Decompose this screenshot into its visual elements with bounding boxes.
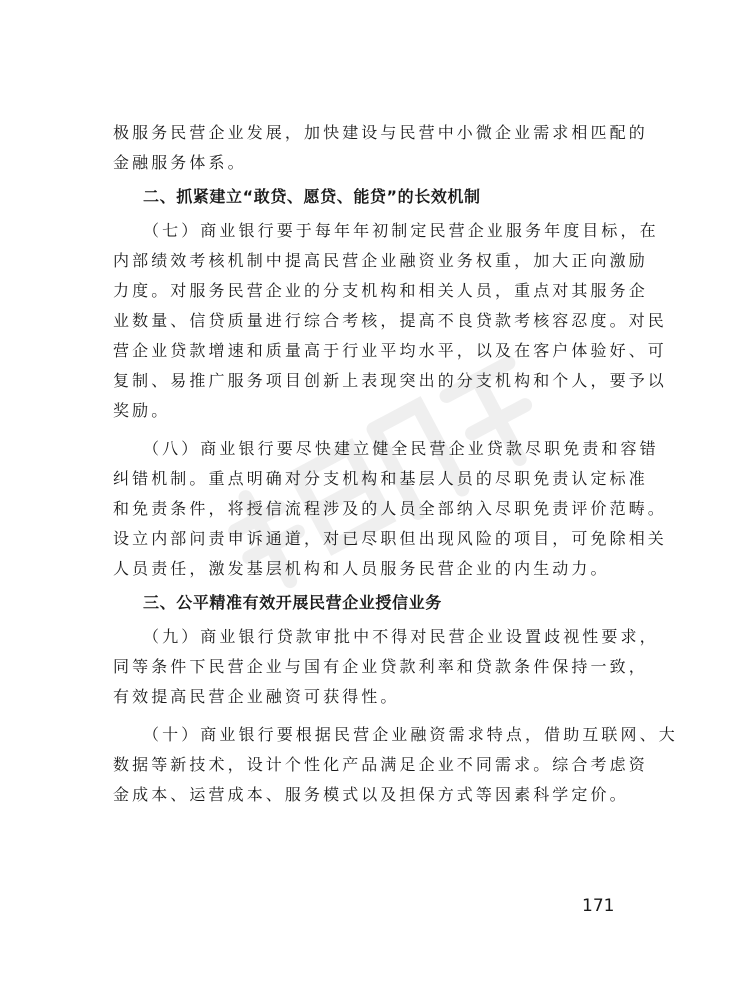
text-line: 营企业贷款增速和质量高于行业平均水平，以及在客户体验好、可 bbox=[113, 341, 667, 360]
text-line: 业数量、信贷质量进行综合考核，提高不良贷款考核容忍度。对民 bbox=[113, 311, 667, 330]
text-line: 有效提高民营企业融资可获得性。 bbox=[113, 687, 400, 706]
text-line: 复制、易推广服务项目创新上表现突出的分支机构和个人，要予以 bbox=[113, 371, 667, 390]
body-text bbox=[113, 118, 678, 810]
paragraph bbox=[113, 622, 659, 712]
text-line: 和免责条件，将授信流程涉及的人员全部纳入尽职免责评价范畴。 bbox=[113, 499, 667, 518]
section-heading: 二、抓紧建立“敢贷、愿贷、能贷”的长效机制 bbox=[143, 187, 481, 206]
paragraph-gap bbox=[113, 426, 621, 434]
text-line: （九）商业银行贷款审批中不得对民营企业设置歧视性要求， bbox=[143, 627, 659, 646]
text-line: （十）商业银行要根据民营企业融资需求特点，借助互联网、大 bbox=[143, 725, 678, 744]
text-line: 金成本、运营成本、服务模式以及担保方式等因素科学定价。 bbox=[113, 785, 629, 804]
text-line: 内部绩效考核机制中提高民营企业融资业务权重，加大正向激励 bbox=[113, 251, 648, 270]
text-line: 极服务民营企业发展，加快建设与民营中小微企业需求相匹配的 bbox=[113, 123, 648, 142]
section-heading: 三、公平精准有效开展民营企业授信业务 bbox=[143, 593, 442, 612]
paragraph bbox=[113, 216, 667, 426]
text-line: 奖励。 bbox=[113, 401, 171, 420]
text-line: 人员责任，激发基层机构和人员服务民营企业的内生动力。 bbox=[113, 559, 610, 578]
paragraph bbox=[113, 434, 667, 584]
text-line: 纠错机制。重点明确对分支机构和基层人员的尽职免责认定标准 bbox=[113, 469, 648, 488]
text-line: （八）商业银行要尽快建立健全民营企业贷款尽职免责和容错 bbox=[143, 439, 659, 458]
text-line: （七）商业银行要于每年年初制定民营企业服务年度目标，在 bbox=[143, 221, 659, 240]
paragraph bbox=[113, 720, 678, 810]
text-line: 设立内部问责申诉通道，对已尽职但出现风险的项目，可免除相关 bbox=[113, 529, 667, 548]
page-number: 171 bbox=[582, 896, 615, 916]
text-line: 力度。对服务民营企业的分支机构和相关人员，重点对其服务企 bbox=[113, 281, 648, 300]
text-line: 数据等新技术，设计个性化产品满足企业不同需求。综合考虑资 bbox=[113, 755, 648, 774]
text-line: 同等条件下民营企业与国有企业贷款利率和贷款条件保持一致， bbox=[113, 657, 648, 676]
text-line: 金融服务体系。 bbox=[113, 153, 247, 172]
paragraph bbox=[113, 118, 648, 178]
paragraph-gap bbox=[113, 712, 621, 720]
